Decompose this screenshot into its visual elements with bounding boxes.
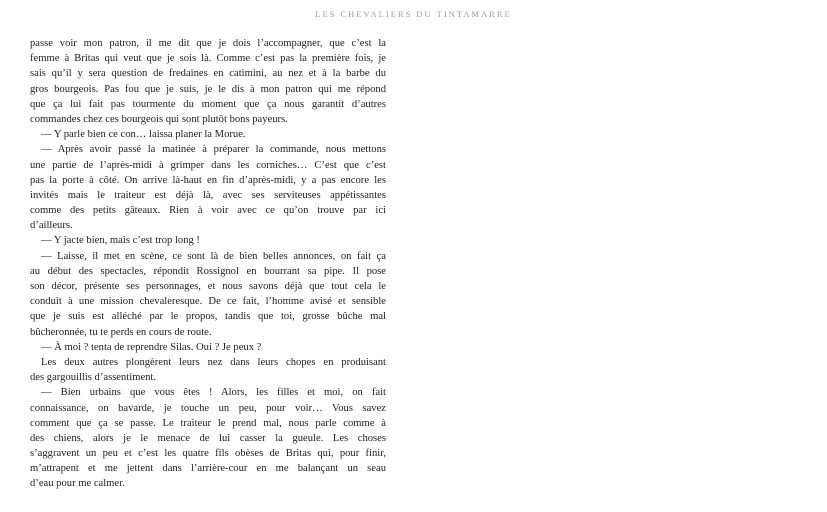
text-line: pas la porte à côté. On arrive là-haut en fin d’après-midi, y a pas encore les — [30, 174, 386, 186]
text-line: conduit à une mission chevaleresque. De ce fait, l’homme avisé et sensible — [30, 296, 386, 308]
text-line: des chiens, alors je le menace de lui casser la gueule. Les choses — [30, 432, 386, 444]
text-line: invités mais le traiteur est déjà là, avec ses serviteuses appétissantes — [30, 189, 386, 201]
text-line: bûcheronnée, tu te perds en cours de route. — [30, 326, 212, 338]
running-header: LES CHEVALIERS DU TINTAMARRE — [315, 9, 512, 19]
text-line: passe voir mon patron, il me dit que je dois l’accompagner, que c’est la — [30, 38, 386, 49]
text-line: sais qu’il y sera question de fredaines en catimini, au nez et à la barbe du — [30, 68, 386, 80]
text-line: femme à Britas qui veut que je sois là. Comme c’est pas la première fois, je — [30, 53, 386, 65]
text-line: — À moi ? tenta de reprendre Silas. Oui ? Je peux ? — [41, 341, 262, 353]
page-body-text — [30, 36, 386, 492]
text-line: — Y parle bien ce con… laissa planer la Morue. — [41, 129, 246, 141]
text-line: une partie de l’après-midi à grimper dans les corniches… C’est que c’est — [30, 159, 386, 171]
text-line: son décor, présente ses personnages, et nous savons déjà que tout cela le — [30, 281, 386, 292]
text-line: que je suis est alléché par le propos, tandis que toi, grosse bûche mal — [30, 311, 386, 323]
text-line: d’ailleurs. — [30, 220, 73, 232]
text-line: s’aggravent un peu et c’est les quatre fils obèses de Britas qui, pour finir, — [30, 448, 386, 460]
text-line: au début des spectacles, répondit Rossignol en bourrant sa pipe. Il pose — [30, 265, 386, 277]
text-line: comment que ça se passe. Le traiteur le prend mal, nous parle comme à — [30, 417, 386, 429]
text-line: — Y jacte bien, mais c’est trop long ! — [41, 235, 200, 247]
text-line: Les deux autres plongèrent leurs nez dans leurs chopes en produisant — [41, 356, 386, 368]
text-line: d’eau pour me calmer. — [30, 478, 125, 490]
text-line: — Bien urbains que vous êtes ! Alors, les filles et moi, on fait — [41, 387, 386, 399]
text-line: gros bourgeois. Pas fou que je suis, je le dis à mon patron qui me répond — [30, 83, 386, 95]
text-line: comme des petits gâteaux. Rien à voir avec ce qu’on trouve par ici — [30, 205, 386, 217]
text-line: — Après avoir passé la matinée à préparer la commande, nous mettons — [41, 144, 386, 156]
text-line: m’attrapent et me jettent dans l’arrière-cour en me balançant un seau — [30, 463, 386, 475]
text-line: que ça lui fait pas tourmente du moment que ça nous garantit d’autres — [30, 98, 386, 110]
text-line: des gargouillis d’assentiment. — [30, 372, 157, 384]
text-line: — Laisse, il met en scène, ce sont là de bien belles annonces, on fait ça — [41, 250, 386, 262]
text-line: commandes chez ces bourgeois qui sont plutôt bons payeurs. — [30, 113, 288, 125]
text-line: connaissance, on bavarde, je touche un peu, pour voir… Vous savez — [30, 402, 386, 414]
